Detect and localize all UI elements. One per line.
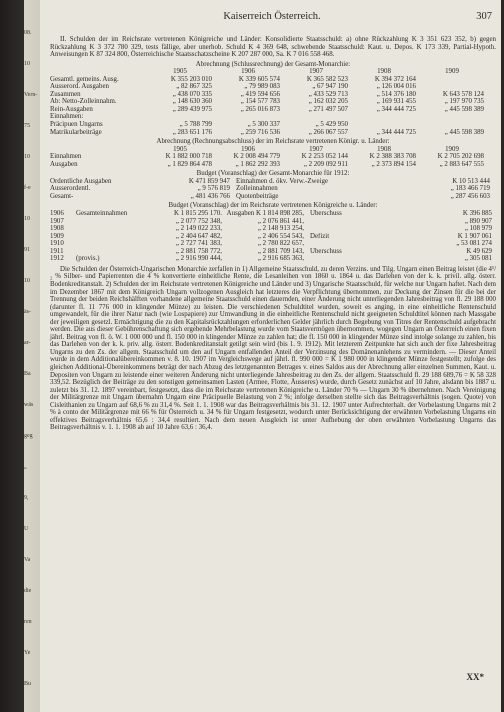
cell-value: „ 126 004 016: [376, 83, 416, 91]
cell-value: „ 154 577 783: [240, 98, 280, 106]
margin-fragment: 10: [24, 154, 30, 160]
cell-value: K 2 253 052 144: [301, 153, 348, 161]
page-header: [40, 11, 504, 25]
cell-value: „ 148 630 360: [172, 98, 212, 106]
result-value: „ 305 081: [464, 255, 492, 263]
table-row: [50, 185, 496, 193]
cell-value: [222, 255, 304, 263]
cell-value: „ 289 439 975: [172, 105, 212, 113]
cell-value: K 394 372 164: [374, 75, 416, 83]
table-row: [50, 178, 496, 186]
cell-value: „ 2 077 752 348,: [175, 217, 222, 225]
row-year: 1912: [50, 255, 64, 263]
cell-value: „ 514 376 180: [376, 90, 416, 98]
budget-multi-title: Budget (Voranschlag) der im Reichsrate vertretenen Königreiche u. Länder:: [168, 202, 378, 210]
cell-value: [222, 210, 304, 218]
row-label: Quotenbeiträge: [236, 192, 279, 200]
year-header: 1909: [445, 68, 459, 76]
cell-value: „ 2 209 092 911: [303, 160, 348, 168]
cell-value: „ 481 436 766: [190, 192, 230, 200]
accounts-years-row: [50, 68, 496, 76]
body-paragraph: Die Schulden der Österreich-Ungarischen Monarchie zerfallen in 1) Allgemeine Staatsschuld, zu deren Verzins. und Tilg. Ungarn einen Beitrag leistet (die 4¹/₂ % Silber- und Papierrenten die 4 % konvertierte einheitliche Rente, die Lesanleihen von 1860 u. 1864 u. das Darlehen von der k. k. privil. allg. österr. Bodenkreditanstalt. 2) Schulden der im Reichsrate vertretenen Königreiche und Länder und 3) Ungarische Staatsschuld, für welche nur Ungarn haftet. Nach dem im Dezember 1867 mit dem Königreich Ungarn vollzogenen Ausgleich hat letzteres die Verpflichtung übernommen, zur Deckung der Zinsen für die bei der Trennung der beiden Reichshälften vorhandene allgemeine Staatsschuld einen dauernden, einer Änderung nicht unterliegenden Jahresbeitrag von fl. 29 188 000 (darunter fl. 11 776 000 in klingender Münze) zu leisten. Die verschiedenen Schuldtitel wurden, soweit es anging, in eine einheitliche Rentenschuld umgewandelt, für die ihrer Natur nach (wie Lospapiere) zur Umwandlung in die einheitliche Rentenschuld nicht geeigneten Schuldtitel können nach Massgabe der jeweiligen gesetzl. Ermächtigung die zu den Kapitalsrückzahlungen erforderlichen Gelder jährlich durch Begebung von Titres der Rentenschuld aufgebracht werden. Die aus dieser Gebührenschaftung sich ergebende Mehrbelastung wurde vom Staatsvermögen übernommen, wogegen Ungarn an Österreich einen fixen jährl. Beitrag von fl. ö. W. 1 000 000 und fl. 150 000 in klingender Münze zu zahlen hat; die fl. 150 000 in klingender Münze sind intolge solange zu zahlen, bis das Darlehen von der k. k. priv. allg. österr. Bodenkreditanstalt getilgt sein wird (bis 1. 9. 1912). Mit letzterem Zeitpunkte hat sich auch der fixe Jahresbeitrag Ungarns zu den Zs. der allgem. Staatsschuld um den auf Ungarn entfallenden Anteil der Verzinsung des Domänenanlehens zu vermindern. — Dieser Anteil wurde in dem Additionalübereinkommen v. 8. 10. 1907 im Vergleichswege auf jährl. fl. 990 000 = K 1 980 000 in klingender Münze festgestellt; zufolge des gleichen Additional-Übereinkommens beträgt der nach Abzug des letztgenannten Betrages v. eines Saldos aus der Abrechnung aller einzelnen Summen, Kaut. u. Depositen von Ungarn zu leistende einer weiteren Änderung nicht unterliegende Jahresbeitrag zu den Zs. der allgem. Staatsschuld fl. 29 188 689,76 = K 58 328 339,52. Bezüglich der Beiträge zu den sonstigen gemeinsamen Lasten (Armee, Flotte, Äusseres) wurde, durch Gesetz zunächst auf 10 Jahre, alsdann bis 1887 u. zuletzt bis 31. 12. 1897 vereinbart, festgesetzt, dass die im Reichsrate vertretenen Königreiche u. Länder 70 % — Ungarn 30 % übernehmen. Nach Vereinigung der Militärgrenze mit Ungarn übernahm Ungarn eine Präcipuelle Belastung von 2 %; infolge derselben stellte sich das Beitragsverhältnis (sogen. Quote) von Cisleithanien zu Ungarn auf 68,6 % zu 31,4 %. Seit 1. 1. 1908 war das Beitragsverhältnis bis 31. 12. 1907 unter Aufrechterhalt. der Vorbelastung Ungarns mit 2 % à conto der Militärgrenze mit 66 % für Österreich u. 34 % für Ungarn festgesetzt, wodurch unter Berücksichtigung der erwähnten Vorbelastung Ungarns ein effektives Beitragsverhältnis 65,6 : 34,4 resultiert. Nach dem neuen Ausgleich ist unter Aufhebung der oben erwähnten Vorbelastung Ungarns das Beitragsverhältnis v. 1. 1. 1908 ab auf 10 Jahre 63,6 : 36,4.: [50, 265, 496, 432]
row-label: Zolleinnahmen: [236, 185, 278, 193]
margin-fragment: „: [24, 464, 27, 470]
row-label: [76, 233, 144, 241]
budget-1912-title: Budget (Voranschlag) der Gesamt-Monarchie für 1912:: [196, 170, 350, 178]
year-header: 1908: [377, 68, 391, 76]
result-label: [304, 225, 396, 233]
page-body: [50, 36, 496, 432]
cell-value: [418, 121, 486, 129]
row-label: Einnahmen:: [50, 113, 84, 121]
cell-value: „ 265 016 873: [240, 105, 280, 113]
result-value: K 49 629: [466, 247, 492, 255]
margin-fragment: äs-: [24, 309, 31, 315]
margin-fragment: 9,: [24, 495, 29, 501]
result-value: „ 890 907: [464, 217, 492, 225]
result-label: Defizit: [310, 232, 330, 240]
cell-value: „ 266 067 557: [308, 128, 348, 136]
cell-value: K 2 388 383 708: [369, 153, 416, 161]
cell-value: „ 1 862 292 393: [235, 160, 280, 168]
table-row: [50, 255, 496, 263]
table-row: [50, 240, 496, 248]
table-row: [50, 129, 496, 137]
table-row: [50, 76, 496, 84]
cell-value: „ 271 497 507: [308, 105, 348, 113]
estimates-table: [50, 153, 496, 168]
revenue-value: „ 2 148 913 254,: [257, 225, 304, 233]
cell-value: „ 197 970 735: [444, 98, 484, 106]
margin-fragment: Vern-: [24, 92, 38, 98]
cell-value: „ 344 444 725: [376, 105, 416, 113]
row-label: Gesamt-: [50, 192, 74, 200]
table-row: [50, 248, 496, 256]
row-label: [76, 248, 144, 256]
revenue-value: „ 2 780 822 657,: [257, 240, 304, 248]
year-header: 1905: [173, 68, 187, 76]
margin-fragment: Ye: [24, 650, 31, 656]
cell-value: „ 2 881 758 772,: [175, 247, 222, 255]
table-row: [50, 161, 496, 169]
cell-value: „ 5 429 950: [315, 121, 348, 129]
cell-value: [222, 233, 304, 241]
cell-value: [282, 113, 350, 121]
result-label: [304, 240, 396, 248]
row-label: Gesamteinnahmen: [76, 210, 128, 218]
cell-value: „ 287 456 603: [450, 192, 490, 200]
result-label: Überschuss: [310, 247, 342, 255]
cell-value: „ 162 032 205: [308, 98, 348, 106]
cell-value: „ 9 576 819: [197, 185, 230, 193]
row-label: [76, 218, 144, 226]
row-label: Einnahmen d. ökv. Verw.-Zweige: [236, 177, 328, 185]
row-label: Ausgaben: [50, 160, 78, 168]
cell-value: „ 259 716 536: [240, 128, 280, 136]
margin-fragment: f-e: [24, 185, 31, 191]
margin-fragment: wäs: [24, 402, 34, 408]
cell-value: [222, 248, 304, 256]
row-label: Einnahmen: [50, 153, 82, 161]
budget-multi-table: [50, 210, 496, 263]
revenue-value: „ 2 916 685 363,: [257, 255, 304, 263]
cell-value: „ 67 947 190: [312, 83, 348, 91]
row-year: 1908: [50, 225, 64, 233]
result-label: Überschuss: [310, 210, 342, 218]
revenue-value: „ 2 076 861 441,: [257, 217, 304, 225]
result-label: [304, 218, 396, 226]
running-title: Kaiserreich Österreich.: [223, 11, 321, 22]
budget-1912-table: [50, 178, 496, 201]
table-row: [50, 210, 496, 218]
margin-fragment: ar-: [24, 340, 31, 346]
cell-value: „ 445 598 389: [444, 105, 484, 113]
cell-value: K 2 705 202 698: [437, 153, 484, 161]
cell-value: „ 283 651 176: [172, 128, 212, 136]
row-year: 1909: [50, 232, 64, 240]
cell-value: „ 419 594 656: [240, 90, 280, 98]
cell-value: „ 445 598 389: [444, 128, 484, 136]
year-header: 1909: [445, 145, 459, 153]
margin-fragment: 75: [24, 123, 30, 129]
result-value: K 1 907 061: [457, 232, 492, 240]
result-value: „ 108 979: [464, 225, 492, 233]
revenue-label: Ausgaben: [226, 210, 255, 218]
year-header-spacer: [50, 68, 146, 76]
row-label: [76, 240, 144, 248]
result-label: [304, 255, 396, 263]
margin-fragment: U: [24, 526, 29, 532]
row-year: 1910: [50, 240, 64, 248]
row-label: Ausserordentl.: [50, 185, 91, 193]
margin-fragment: die: [24, 588, 32, 594]
row-year: 1906: [50, 210, 64, 218]
cell-value: [146, 113, 214, 121]
cell-value: K 1 815 295 170.: [173, 210, 222, 218]
cell-value: „ 183 466 719: [450, 185, 490, 193]
cell-value: „ 2 149 022 233,: [175, 225, 222, 233]
result-value: K 396 885: [462, 210, 492, 218]
cell-value: „ 5 788 799: [179, 121, 212, 129]
table-row: [50, 91, 496, 99]
revenue-value: „ 2 881 709 143,: [257, 247, 304, 255]
cell-value: „ 438 070 335: [172, 90, 212, 98]
cell-value: K 1 882 000 718: [165, 153, 212, 161]
cell-value: „ 2 404 647 482,: [175, 232, 222, 240]
cell-value: [418, 113, 486, 121]
table-row: [50, 121, 496, 129]
row-label: [76, 225, 144, 233]
margin-fragment: 10: [24, 216, 30, 222]
year-header: 1908: [377, 145, 391, 153]
table-row: [50, 233, 496, 241]
cell-value: „ 2 727 741 383,: [175, 240, 222, 248]
year-header: 1907: [309, 145, 323, 153]
cell-value: [418, 83, 486, 91]
row-year: 1907: [50, 217, 64, 225]
row-year: 1911: [50, 247, 64, 255]
table-row: [50, 83, 496, 91]
accounts-table: [50, 76, 496, 136]
cell-value: K 471 859 947: [188, 177, 230, 185]
margin-fragment: Ba: [24, 371, 31, 377]
table-row: [50, 106, 496, 114]
row-label: Matrikularbeiträge: [50, 128, 102, 136]
cell-value: „ 169 931 455: [376, 98, 416, 106]
table-row: [50, 113, 496, 121]
margin-fragment: geg: [24, 433, 33, 439]
cell-value: „ 2 916 990 444,: [175, 255, 222, 263]
margin-fragment: 91: [24, 247, 30, 253]
table-row: [50, 98, 496, 106]
estimates-years-row: [50, 146, 496, 154]
cell-value: K 355 203 010: [170, 75, 212, 83]
margin-fragment: 10: [24, 278, 30, 284]
cell-value: K 365 582 523: [306, 75, 348, 83]
year-header: 1905: [173, 145, 187, 153]
row-label: Gesamtl. gemeins. Ausg.: [50, 75, 119, 83]
page-number: 307: [476, 11, 492, 22]
cell-value: „ 2 373 894 154: [371, 160, 416, 168]
cell-value: [350, 121, 418, 129]
margin-fragment: 08.: [24, 30, 32, 36]
result-value: „ 53 081 274: [456, 240, 492, 248]
year-header: 1906: [241, 68, 255, 76]
cell-value: K 10 513 444: [452, 177, 490, 185]
table-row: [50, 218, 496, 226]
cell-value: [418, 76, 486, 84]
cell-value: [222, 218, 304, 226]
margin-fragment: ren: [24, 619, 32, 625]
signature-mark: XX*: [466, 672, 484, 682]
cell-value: K 339 605 574: [238, 75, 280, 83]
revenue-value: K 1 814 898 285,: [255, 210, 304, 218]
row-label: Ausserord. Ausgaben: [50, 83, 109, 91]
cell-value: K 2 008 494 779: [233, 153, 280, 161]
row-label: Ordentliche Ausgaben: [50, 177, 112, 185]
table-row: [50, 225, 496, 233]
row-label: (provis.): [76, 255, 100, 263]
cell-value: „ 344 444 725: [376, 128, 416, 136]
cell-value: K 643 578 124: [442, 90, 484, 98]
cell-value: „ 79 989 083: [244, 83, 280, 91]
cell-value: [222, 225, 304, 233]
document-page: [40, 0, 504, 712]
table-row: [50, 153, 496, 161]
intro-paragraph: II. Schulden der im Reichsrate vertretenen Königreiche und Länder: Konsolidierte Staatsschuld: a) ohne Rückzahlung K 3 351 623 352, b) gegen Rückzahlung K 3 372 780 329, tests fällige, aber unerhob. Schuld K 4 369 648, schwebende Staatsschuld: Kaut. u. Depos. K 173 339, Partial-Hypoth. Anweisungen K 87 324 800, Österreichische Staatsschatzscheine K 207 287 000, Sa. K 7 016 558 468.: [50, 36, 496, 59]
year-header: 1906: [241, 145, 255, 153]
row-label: Ab: Netto-Zolleinnahm.: [50, 98, 117, 106]
row-label: Zusammen: [50, 90, 81, 98]
revenue-value: „ 2 406 554 543,: [257, 232, 304, 240]
accounts-title: Abrechnung (Schlussrechnung) der Gesamt-Monarchie:: [195, 60, 351, 68]
cell-value: [222, 240, 304, 248]
estimates-title: Abrechnung (Rechnungsabschluss) der im Reichsrate vertretenen Königr. u. Länder:: [156, 138, 390, 146]
cell-value: „ 433 529 713: [308, 90, 348, 98]
cell-value: „ 82 867 325: [176, 83, 212, 91]
row-label: Rein-Ausgaben: [50, 105, 93, 113]
margin-fragment: Va: [24, 557, 31, 563]
year-header: 1907: [309, 68, 323, 76]
margin-fragment: Bu: [24, 681, 32, 687]
margin-fragment: 10: [24, 61, 30, 67]
cell-value: [214, 113, 282, 121]
cell-value: „ 1 829 864 478: [167, 160, 212, 168]
cell-value: „ 2 883 647 555: [439, 160, 484, 168]
previous-page-edge: [0, 0, 40, 712]
table-row: [50, 193, 496, 201]
year-header-spacer: [50, 146, 146, 154]
cell-value: [350, 113, 418, 121]
row-label: Präcipuen Ungarns: [50, 121, 103, 129]
cell-value: „ 5 300 337: [247, 121, 280, 129]
